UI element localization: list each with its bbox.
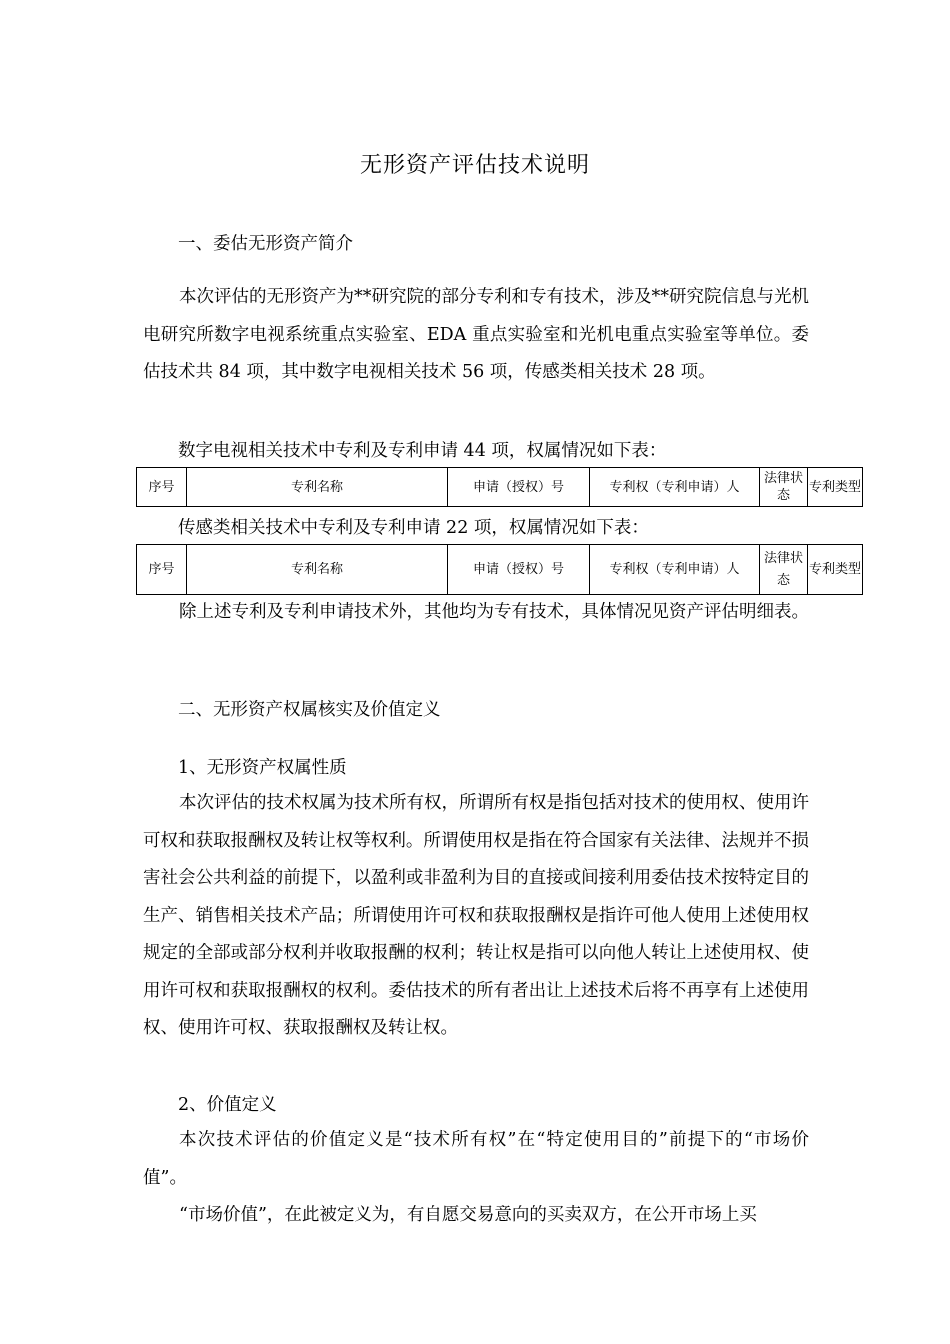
col-header-index: 序号 — [137, 468, 187, 507]
subsection1-paragraph: 本次评估的技术权属为技术所有权，所谓所有权是指包括对技术的使用权、使用许可权和获取报酬权及转让权等权利。所谓使用权是指在符合国家有关法律、法规并不损害社会公共利益的前提下，以盈利或非盈利为目的直接或间接利用委估技术按特定目的生产、销售相关技术产品；所谓使用许可权和获取报酬权是指许可他人使用上述使用权规定的全部或部分权利并收取报酬的权利；转让权是指可以向他人转让上述使用权、使用许可权和获取报酬权的权利。委估技术的所有者出让上述技术后将不再享有上述使用权、使用许可权、获取报酬权及转让权。 — [143, 793, 809, 1038]
section2-heading: 二、无形资产权属核实及价值定义 — [178, 700, 441, 720]
col-header-application-number: 申请（授权）号 — [448, 545, 590, 595]
section1-heading: 一、委估无形资产简介 — [178, 234, 353, 254]
patent-table-sensing — [136, 544, 863, 595]
subsection1-heading: 1、无形资产权属性质 — [178, 758, 347, 778]
col-header-patentee: 专利权（专利申请）人 — [590, 545, 760, 595]
table1-intro: 数字电视相关技术中专利及专利申请 44 项，权属情况如下表： — [178, 441, 667, 461]
table2-intro: 传感类相关技术中专利及专利申请 22 项，权属情况如下表： — [178, 518, 649, 538]
col-header-patent-name: 专利名称 — [187, 545, 448, 595]
subsection2-paragraph: 本次技术评估的价值定义是“技术所有权”在“特定使用目的”前提下的“市场价值”。 — [143, 1130, 809, 1188]
section1-intro-paragraph: 本次评估的无形资产为**研究院的部分专利和专有技术，涉及**研究院信息与光机电研究所数字电视系统重点实验室、EDA 重点实验室和光机电重点实验室等单位。委估技术共 84 项，其中数字电视相关技术 56 项，传感类相关技术 28 项。 — [143, 287, 809, 382]
col-header-application-number: 申请（授权）号 — [448, 468, 590, 507]
col-header-legal-status: 法律状态 — [760, 545, 808, 595]
table-header-row — [137, 545, 863, 595]
col-header-patentee: 专利权（专利申请）人 — [590, 468, 760, 507]
after-tables-paragraph: 除上述专利及专利申请技术外，其他均为专有技术，具体情况见资产评估明细表。 — [179, 602, 809, 622]
col-header-patent-name: 专利名称 — [187, 468, 448, 507]
col-header-legal-status: 法律状态 — [760, 468, 808, 507]
subsection2-heading: 2、价值定义 — [178, 1095, 277, 1115]
document-title: 无形资产评估技术说明 — [359, 153, 590, 178]
col-header-patent-type: 专利类型 — [808, 545, 863, 595]
table-header-row — [137, 468, 863, 507]
col-header-index: 序号 — [137, 545, 187, 595]
market-value-paragraph: “市场价值”，在此被定义为，有自愿交易意向的买卖双方，在公开市场上买 — [179, 1205, 757, 1225]
col-header-patent-type: 专利类型 — [808, 468, 863, 507]
patent-table-digital-tv — [136, 467, 863, 507]
